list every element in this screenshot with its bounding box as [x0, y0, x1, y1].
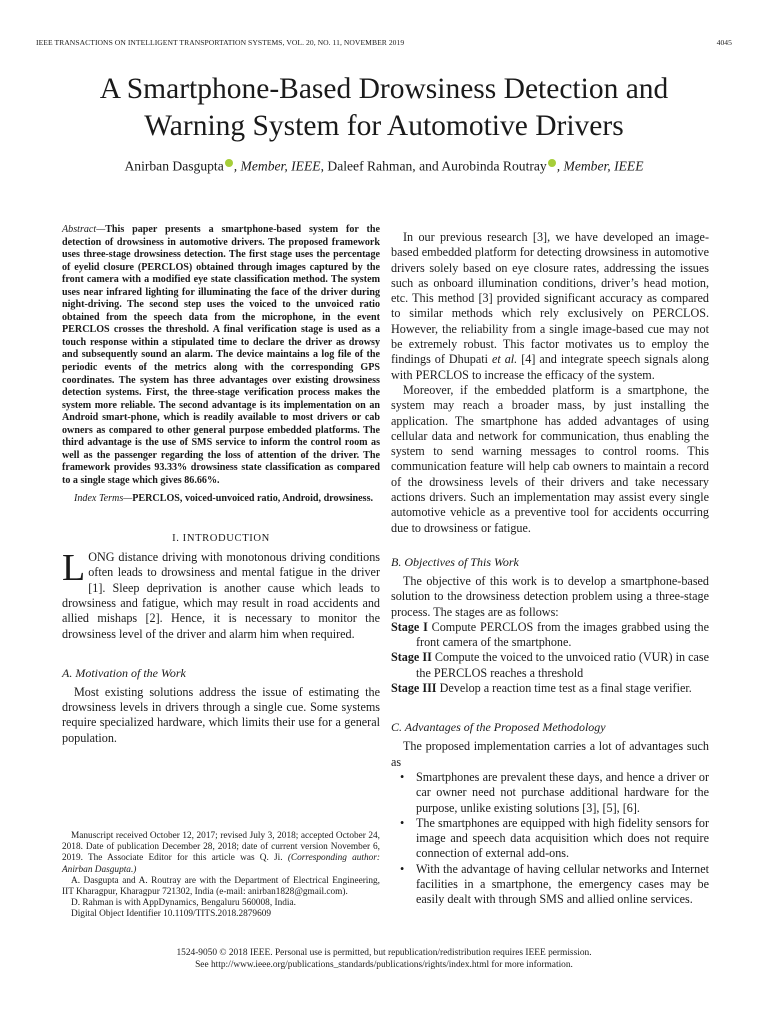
bullet-icon: •: [400, 815, 405, 830]
journal-name: IEEE TRANSACTIONS ON INTELLIGENT TRANSPORTATION SYSTEMS, VOL. 20, NO. 11, NOVEMBER 2019: [36, 38, 405, 47]
advantages-paragraph: The proposed implementation carries a lot of advantages such as: [391, 739, 709, 769]
section-heading-introduction: I. INTRODUCTION: [172, 533, 270, 545]
author-1: Anirban Dasgupta: [124, 158, 224, 174]
footnote-corresponding: (Corresponding author: Anirban Dasgupta.): [62, 853, 380, 875]
drop-cap: L: [62, 547, 86, 590]
objectives-paragraph: The objective of this work is to develop a smartphone-based solution to the drowsiness detection problem using a three-stage process. The stages are as follows:: [391, 573, 709, 619]
advantages-list: [391, 770, 709, 908]
subsection-heading-motivation: A. Motivation of the Work: [62, 665, 186, 680]
stage-text: Compute the voiced to the unvoiced ratio (VUR) in case the PERCLOS reaches a threshold: [416, 650, 709, 680]
footnote-affiliation-1: A. Dasgupta and A. Routray are with the Department of Electrical Engineering, IIT Kharagpur, Kharagpur 721302, India (e-mail: anirban1828@gmail.com).: [62, 875, 380, 898]
right-paragraph-1b: [4] and integrate speech signals along with PERCLOS to increase the efficacy of the system.: [391, 352, 710, 382]
index-terms: [62, 493, 380, 506]
title-line-2: Warning System for Automotive Drivers: [144, 110, 624, 142]
title-line-1: A Smartphone-Based Drowsiness Detection and: [99, 73, 669, 105]
index-terms-text: PERCLOS, voiced-unvoiced ratio, Android, drowsiness.: [132, 493, 374, 505]
left-column: [62, 224, 380, 746]
bullet-icon: •: [400, 861, 405, 876]
stage-list: [391, 620, 709, 696]
list-item: [391, 770, 709, 816]
subsection-heading-objectives: B. Objectives of This Work: [391, 554, 519, 569]
footnote-manuscript-text: Manuscript received October 12, 2017; revised July 3, 2018; accepted October 24, 2018. Date of publication December 28, 2018; date of current version November 6, 2019. The Associate Editor for this article was Q. Ji.: [62, 831, 380, 864]
copyright-line-1: 1524-9050 © 2018 IEEE. Personal use is permitted, but republication/redistribution requires IEEE permission.: [176, 948, 592, 958]
intro-paragraph-1: [62, 547, 380, 642]
orcid-icon[interactable]: [548, 159, 556, 167]
stage-item: [391, 620, 709, 651]
copyright-line-2: See http://www.ieee.org/publications_standards/publications/rights/index.html for more information.: [195, 960, 573, 970]
footnote-affiliation-2: D. Rahman is with AppDynamics, Bengaluru 560008, India.: [71, 898, 296, 909]
right-paragraph-1a: In our previous research [3], we have developed an image-based embedded platform for detecting drowsiness in automotive drivers solely based on eye closure rates, addressing the issues such as onboard illumination conditions, driver’s head motion, etc. This method [3] provided significant accuracy as compared to similar methods which rely exclusively on PERCLOS. However, the reliability from a single image-based cue may not be extremely robust. This factor motivates us to employ the findings of Dhupati: [391, 230, 709, 367]
copyright-notice: [36, 947, 732, 971]
list-item: [391, 862, 709, 908]
abstract-lead: Abstract—: [62, 224, 106, 235]
running-head: [36, 38, 732, 47]
footnote-doi: Digital Object Identifier 10.1109/TITS.2018.2879609: [71, 909, 272, 920]
subsection-heading-advantages: C. Advantages of the Proposed Methodology: [391, 720, 606, 735]
stage-text: Compute PERCLOS from the images grabbed using the front camera of the smartphone.: [416, 619, 709, 650]
stage-label: Stage I: [391, 619, 428, 634]
author-1-role: , Member, IEEE: [233, 158, 321, 174]
right-paragraph-2: Moreover, if the embedded platform is a smartphone, the system may reach a broader mass, by just installing the application. The smartphone has added advantages of using cellular data and network for communication, thus enabling the system to send warning messages to control rooms. This communication feature will help cab owners to maintain a record of the drowsiness levels of their drivers and take necessary actions drivers. Such an implementation may assist every single automotive vehicle as a preventive tool for accidents occurring due to drowsiness or fatigue.: [391, 382, 709, 535]
abstract-text: This paper presents a smartphone-based system for the detection of drowsiness in automotive drivers. The proposed framework uses three-stage drowsiness detection. The first stage uses the percentage of eyelid closure (PERCLOS) obtained through images captured by the front camera with a modified eye state classification method. The system uses near infrared lighting for illuminating the face of the driver during night-driving. The second step uses the voiced to the unvoiced ratio obtained from the speech data from the microphone, in the event PERCLOS crosses the threshold. A final verification stage is used as a touch response within a stipulated time to declare the driver as drowsy and subsequently sound an alarm. The device maintains a log file of the periodic events of the metrics along with the corresponding GPS coordinates. The system has three advantages over existing drowsiness detection systems. First, the three-stage verification process makes the system more reliable. The second advantage is its implementation on an Android smart-phone, which is readily available to most drivers or cab owners as compared to other general purpose embedded platforms. The third advantage is the use of SMS service to inform the control room as well as the passenger regarding the loss of attention of the driver. The framework provides 93.33% drowsiness state classification as compared to a single stage which gives 86.66%.: [62, 224, 380, 486]
stage-label: Stage II: [391, 650, 432, 665]
stage-item: [391, 681, 709, 696]
footnote: [62, 831, 380, 921]
author-2-3: , Daleef Rahman, and Aurobinda Routray: [320, 158, 547, 174]
orcid-icon[interactable]: [225, 159, 233, 167]
abstract: [62, 224, 380, 487]
page-number: 4045: [716, 38, 732, 47]
list-item-text: With the advantage of having cellular networks and Internet facilities in a smartphone, the emergency cases may be easily dealt with through SMS and allied online services.: [416, 861, 709, 907]
stage-item: [391, 650, 709, 681]
index-terms-lead: Index Terms—: [74, 493, 133, 505]
motivation-paragraph: Most existing solutions address the issue of estimating the drowsiness levels in drivers through a single cue. Some systems require specialized hardware, which limits their use for a general population.: [62, 684, 380, 745]
author-3-role: , Member, IEEE: [556, 158, 644, 174]
intro-paragraph-1-text: ONG distance driving with monotonous driving conditions often leads to drowsiness and mental fatigue in the driver [1]. Sleep deprivation is another cause which leads to drowsiness and fatigue, which may result in road accidents and allied mishaps [2]. Hence, it is necessary to monitor the drowsiness level of the driver and alarm him when required.: [62, 550, 380, 641]
list-item-text: Smartphones are prevalent these days, and hence a driver or car owner need not purchase additional hardware for the purpose, unlike existing solutions [3], [5], [6].: [416, 769, 709, 815]
footnote-manuscript: [62, 831, 380, 876]
author-list: [36, 157, 732, 176]
list-item-text: The smartphones are equipped with high fidelity sensors for image and speech data acquisition which does not require connection of external add-ons.: [416, 815, 709, 861]
stage-text: Develop a reaction time test as a final stage verifier.: [439, 681, 692, 696]
stage-label: Stage III: [391, 681, 437, 696]
right-column: [391, 224, 709, 908]
list-item: [391, 816, 709, 862]
et-al: et al.: [491, 352, 518, 367]
right-paragraph-1: [391, 230, 709, 383]
bullet-icon: •: [400, 769, 405, 784]
paper-title: [36, 71, 732, 145]
